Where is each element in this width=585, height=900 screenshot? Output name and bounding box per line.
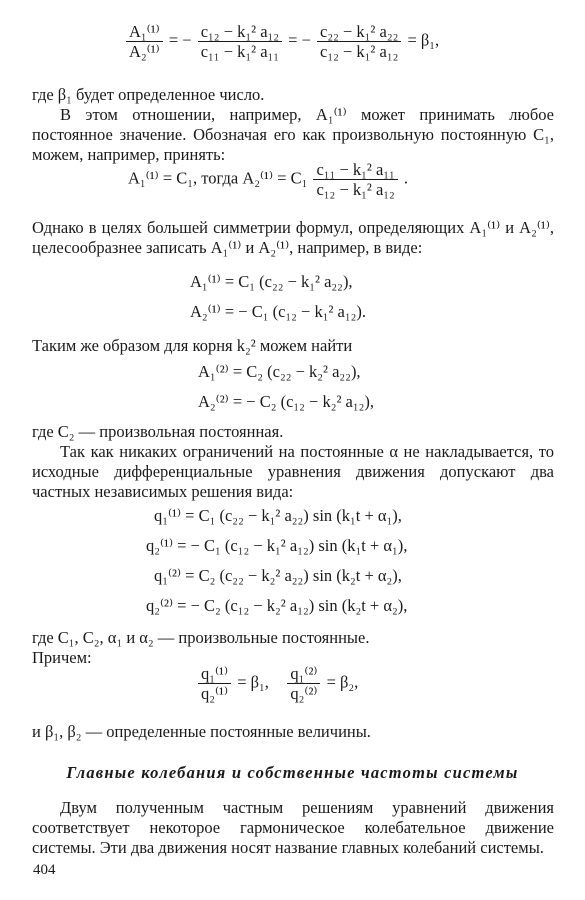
paragraph-beta1-definition: где β₁ будет определенное число. xyxy=(32,85,265,104)
equation-a22: A₂⁽²⁾ = − C₂ (c₁₂ − k₂² a₁₂), xyxy=(198,392,374,411)
section-heading: Главные колебания и собственные частоты системы xyxy=(66,763,519,782)
paragraph-principal-oscillations: Двум полученным частным решениям уравнений движения соответствует некоторое гармоническое колебательное движение системы. Эти два движения носят название главных колебаний системы. xyxy=(32,798,554,857)
fraction-ratio1 xyxy=(198,664,231,703)
equals-minus: = − xyxy=(288,30,311,50)
equation-c1 xyxy=(128,160,408,199)
equation-q12: q₁⁽²⁾ = C₂ (c₂₂ − k₂² a₂₂) sin (k₂t + α₂), xyxy=(154,566,402,585)
fraction-numerator: c₁₂ − k₁² a₁₂ xyxy=(198,22,282,42)
fraction-numerator: c₁₁ − k₁² a₁₁ xyxy=(313,160,397,180)
equation-a21: A₂⁽¹⁾ = − C₁ (c₁₂ − k₁² a₁₂). xyxy=(190,302,366,321)
equation-q21: q₂⁽¹⁾ = − C₁ (c₁₂ − k₁² a₁₂) sin (k₁t + α₁), xyxy=(146,536,408,555)
paragraph-arbitrary-constant: В этом отношении, например, A₁⁽¹⁾ может принимать любое постоянное значение. Обозначая его как произвольную постоянную C₁, можем, например, принять: xyxy=(32,105,554,164)
fraction-right xyxy=(317,22,401,61)
equation-q11: q₁⁽¹⁾ = C₁ (c₂₂ − k₁² a₂₂) sin (k₁t + α₁), xyxy=(154,506,402,525)
paragraph-moreover: Причем: xyxy=(32,648,92,667)
fraction-denominator: c₁₁ − k₁² a₁₁ xyxy=(200,42,280,61)
fraction-numerator: q₁⁽¹⁾ xyxy=(198,664,231,684)
fraction-ratio2 xyxy=(287,664,320,703)
paragraph-symmetry: Однако в целях большей симметрии формул, определяющих A₁⁽¹⁾ и A₂⁽¹⁾, целесообразнее записать A₁⁽¹⁾ и A₂⁽¹⁾, например, в виде: xyxy=(32,218,554,257)
equals-beta1: = β₁, xyxy=(407,30,440,50)
equals-minus: = − xyxy=(168,30,192,50)
paragraph-particular-solutions: Так как никаких ограничений на постоянные α не накладывается, то исходные дифференциальные уравнения движения допускают два частных независимых решения вида: xyxy=(32,442,554,501)
equation-c1-left: A₁⁽¹⁾ = C₁, тогда A₂⁽¹⁾ = C₁ xyxy=(128,168,308,188)
fraction-denominator: q₂⁽²⁾ xyxy=(290,684,318,703)
page-number: 404 xyxy=(33,862,56,878)
fraction-lhs xyxy=(126,22,163,61)
equation-q22: q₂⁽²⁾ = − C₂ (c₁₂ − k₂² a₁₂) sin (k₂t + α₂), xyxy=(146,596,408,615)
paragraph-arbitrary-constants: где C₁, C₂, α₁ и α₂ — произвольные постоянные. xyxy=(32,628,370,647)
equation-a12: A₁⁽²⁾ = C₂ (c₂₂ − k₂² a₂₂), xyxy=(198,362,361,381)
equation-end-dot: . xyxy=(403,168,409,188)
fraction-c1 xyxy=(313,160,397,199)
fraction-numerator: q₁⁽²⁾ xyxy=(287,664,320,684)
fraction-numerator: c₂₂ − k₁² a₂₂ xyxy=(317,22,401,42)
equation-a11: A₁⁽¹⁾ = C₁ (c₂₂ − k₁² a₂₂), xyxy=(190,272,353,291)
paragraph-definite-constants: и β₁, β₂ — определенные постоянные величины. xyxy=(32,722,371,741)
fraction-numerator: A₁⁽¹⁾ xyxy=(126,22,163,42)
equals-beta2: = β₂, xyxy=(326,672,359,692)
equation-beta1 xyxy=(124,22,439,61)
paragraph-second-root: Таким же образом для корня k₂² можем найти xyxy=(32,336,353,355)
equation-ratios xyxy=(196,664,358,703)
fraction-denominator: q₂⁽¹⁾ xyxy=(201,684,229,703)
paragraph-c2-definition: где C₂ — произвольная постоянная. xyxy=(32,422,284,441)
fraction-denominator: A₂⁽¹⁾ xyxy=(129,42,160,61)
fraction-denominator: c₁₂ − k₁² a₁₂ xyxy=(320,42,399,61)
fraction-denominator: c₁₂ − k₁² a₁₂ xyxy=(316,180,395,199)
fraction-middle xyxy=(198,22,282,61)
equals-beta1: = β₁, xyxy=(237,672,269,692)
